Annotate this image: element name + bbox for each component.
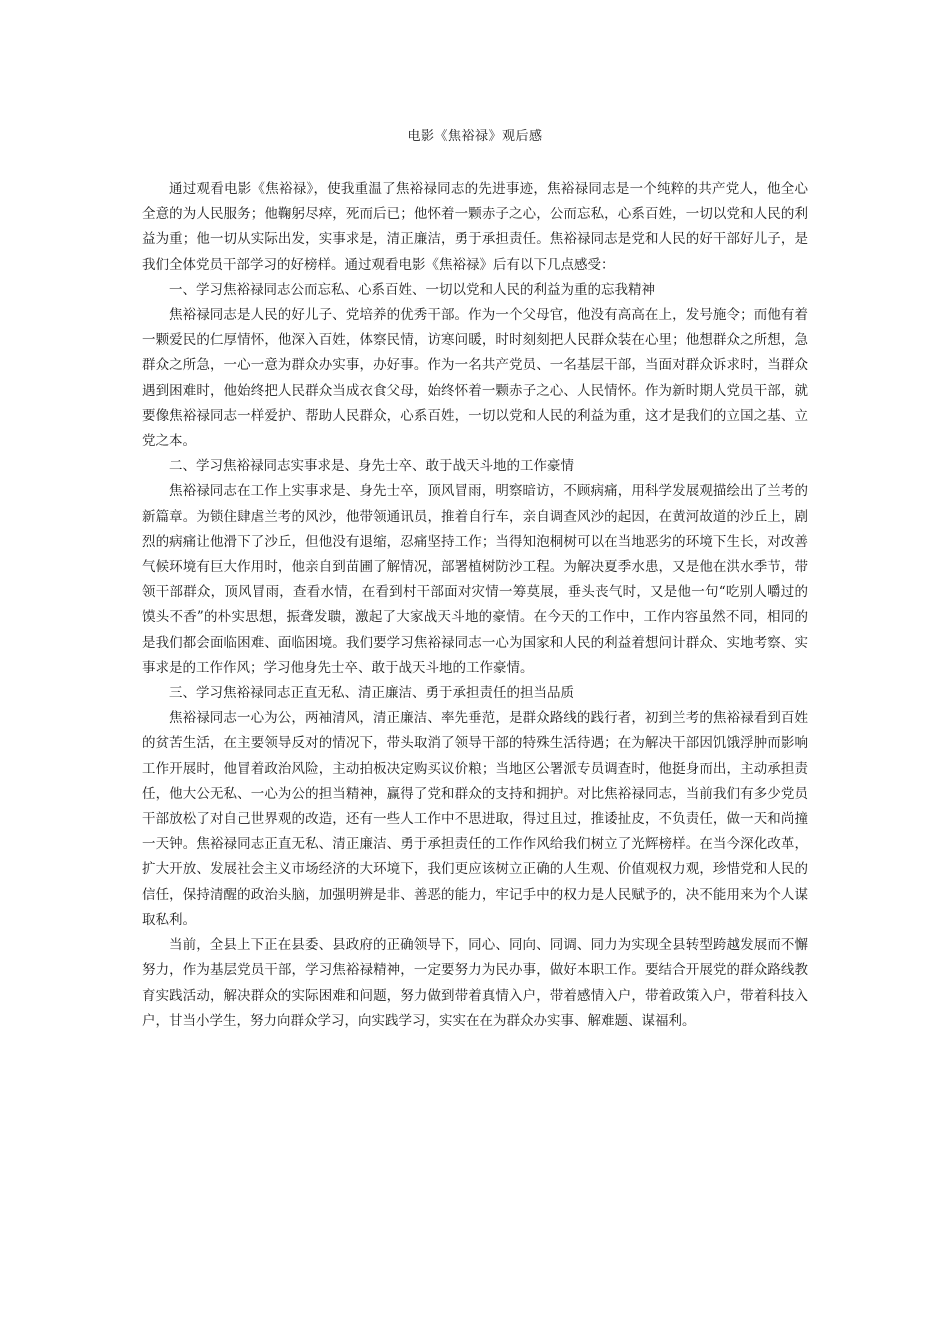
document-body bbox=[142, 177, 808, 1034]
intro-paragraph: 通过观看电影《焦裕禄》，使我重温了焦裕禄同志的先进事迹，焦裕禄同志是一个纯粹的共产党人，他全心全意的为人民服务；他鞠躬尽瘁，死而后已；他怀着一颗赤子之心，公而忘私，心系百姓，一切以党和人民的利益为重；他一切从实际出发，实事求是，清正廉洁，勇于承担责任。焦裕禄同志是党和人民的好干部好儿子，是我们全体党员干部学习的好榜样。通过观看电影《焦裕禄》后有以下几点感受： bbox=[142, 181, 808, 273]
closing-paragraph: 当前，全县上下正在县委、县政府的正确领导下，同心、同向、同调、同力为实现全县转型跨越发展而不懈努力，作为基层党员干部，学习焦裕禄精神，一定要努力为民办事，做好本职工作。要结合开展党的群众路线教育实践活动，解决群众的实际困难和问题，努力做到带着真情入户，带着感情入户，带着政策入户，带着科技入户，甘当小学生，努力向群众学习，向实践学习，实实在在为群众办实事、解难题、谋福利。 bbox=[142, 937, 808, 1029]
section-heading-1: 一、学习焦裕禄同志公而忘私、心系百姓、一切以党和人民的利益为重的忘我精神 bbox=[169, 281, 655, 298]
section-paragraph-3: 焦裕禄同志一心为公，两袖清风，清正廉洁、率先垂范，是群众路线的践行者，初到兰考的焦裕禄看到百姓的贫苦生活，在主要领导反对的情况下，带头取消了领导干部的特殊生活待遇；在为解决干部因饥饿浮肿而影响工作开展时，他冒着政治风险，主动拍板决定购买议价粮；当地区公署派专员调查时，他挺身而出，主动承担责任，他大公无私、一心为公的担当精神，赢得了党和群众的支持和拥护。对比焦裕禄同志，当前我们有多少党员干部放松了对自己世界观的改造，还有一些人工作中不思进取，得过且过，推诿扯皮，不负责任，做一天和尚撞一天钟。焦裕禄同志正直无私、清正廉洁、勇于承担责任的工作作风给我们树立了光辉榜样。在当今深化改革，扩大开放、发展社会主义市场经济的大环境下，我们更应该树立正确的人生观、价值观权力观，珍惜党和人民的信任，保持清醒的政治头脑，加强明辨是非、善恶的能力，牢记手中的权力是人民赋予的，决不能用来为个人谋取私利。 bbox=[142, 710, 808, 928]
section-heading-2: 二、学习焦裕禄同志实事求是、身先士卒、敢于战天斗地的工作豪情 bbox=[169, 458, 574, 475]
section-heading-3: 三、学习焦裕禄同志正直无私、清正廉洁、勇于承担责任的担当品质 bbox=[169, 685, 574, 702]
section-paragraph-2: 焦裕禄同志在工作上实事求是、身先士卒，顶风冒雨，明察暗访，不顾病痛，用科学发展观描绘出了兰考的新篇章。为锁住肆虐兰考的风沙，他带领通讯员，推着自行车，亲自调查风沙的起因，在黄河故道的沙丘上，剧烈的病痛让他滑下了沙丘，但他没有退缩，忍痛坚持工作；当得知泡桐树可以在当地恶劣的环境下生长，对改善气候环境有巨大作用时，他亲自到苗圃了解情况，部署植树防沙工程。为解决夏季水患，又是他在洪水季节，带领干部群众，顶风冒雨，查看水情，在看到村干部面对灾情一筹莫展，垂头丧气时，又是他一句“吃别人嚼过的馍头不香”的朴实思想，振聋发聩，激起了大家战天斗地的豪情。在今天的工作中，工作内容虽然不同，相同的是我们都会面临困难、面临困境。我们要学习焦裕禄同志一心为国家和人民的利益着想问计群众、实地考察、实事求是的工作作风；学习他身先士卒、敢于战天斗地的工作豪情。 bbox=[142, 483, 808, 676]
section-paragraph-1: 焦裕禄同志是人民的好儿子、党培养的优秀干部。作为一个父母官，他没有高高在上，发号施令；而他有着一颗爱民的仁厚情怀，他深入百姓，体察民情，访寒问暖，时时刻刻把人民群众装在心里；他想群众之所想，急群众之所急，一心一意为群众办实事，办好事。作为一名共产党员、一名基层干部，当面对群众诉求时，当群众遇到困难时，他始终把人民群众当成衣食父母，始终怀着一颗赤子之心、人民情怀。作为新时期人党员干部，就要像焦裕禄同志一样爱护、帮助人民群众，心系百姓，一切以党和人民的利益为重，这才是我们的立国之基、立党之本。 bbox=[142, 307, 808, 450]
document-title: 电影《焦裕禄》观后感 bbox=[407, 129, 543, 144]
